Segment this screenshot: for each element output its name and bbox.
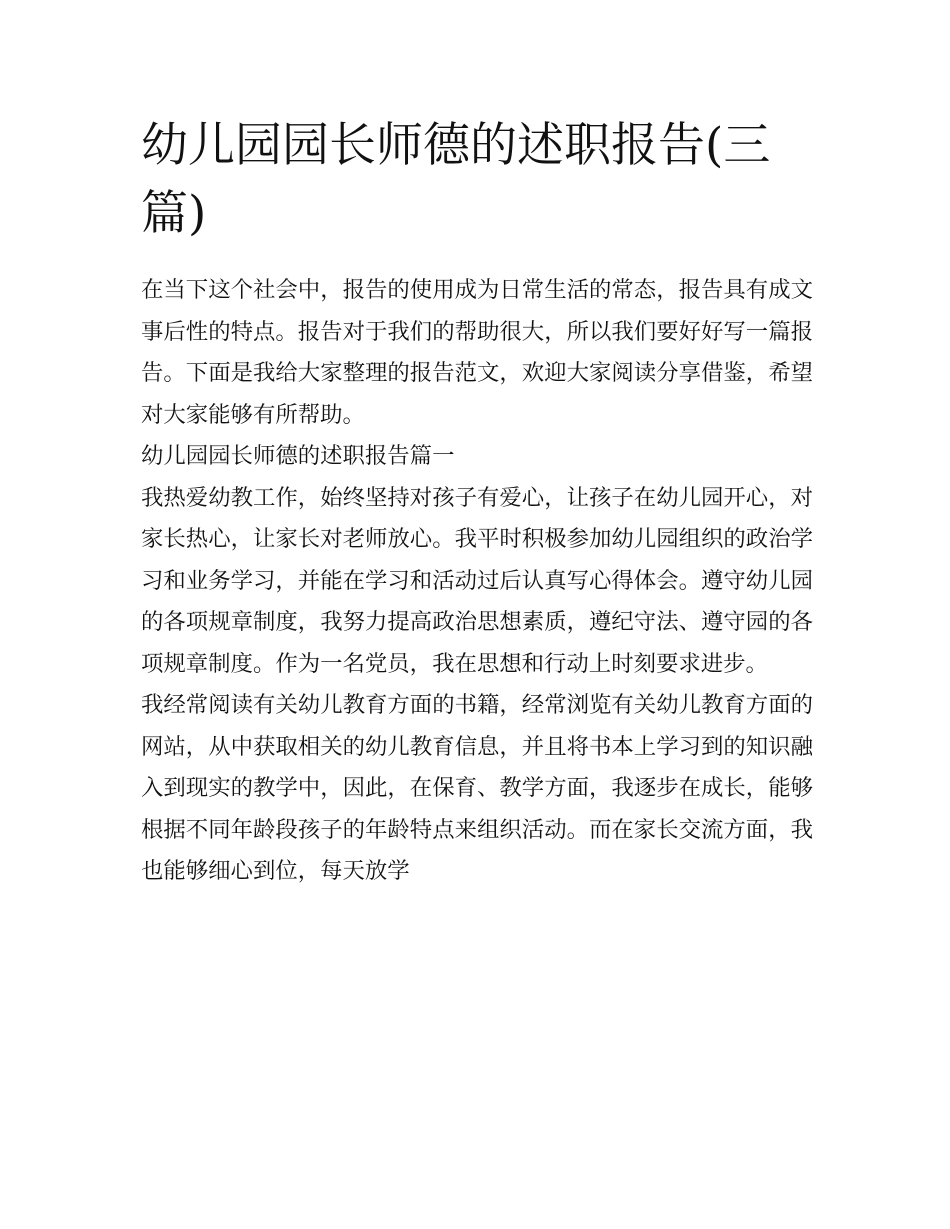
body-paragraph-1: 我热爱幼教工作，始终坚持对孩子有爱心，让孩子在幼儿园开心，对家长热心，让家长对老师放心。我平时积极参加幼儿园组织的政治学习和业务学习，并能在学习和活动过后认真写心得体会。遵守幼儿园的各项规章制度，我努力提高政治思想素质，遵纪守法、遵守园的各项规章制度。作为一名党员，我在思想和行动上时刻要求进步。 <box>141 484 813 677</box>
body-paragraph-2: 我经常阅读有关幼儿教育方面的书籍，经常浏览有关幼儿教育方面的网站，从中获取相关的幼儿教育信息，并且将书本上学习到的知识融入到现实的教学中，因此，在保育、教学方面，我逐步在成长，能够根据不同年龄段孩子的年龄特点来组织活动。而在家长交流方面，我也能够细心到位，每天放学 <box>141 692 813 884</box>
document-title: 幼儿园园长师德的述职报告(三篇) <box>141 118 771 241</box>
section-heading: 幼儿园园长师德的述职报告篇一 <box>141 443 455 469</box>
document-body <box>141 112 813 893</box>
intro-paragraph: 在当下这个社会中，报告的使用成为日常生活的常态，报告具有成文事后性的特点。报告对于我们的帮助很大，所以我们要好好写一篇报告。下面是我给大家整理的报告范文，欢迎大家阅读分享借鉴，希望对大家能够有所帮助。 <box>141 277 813 428</box>
